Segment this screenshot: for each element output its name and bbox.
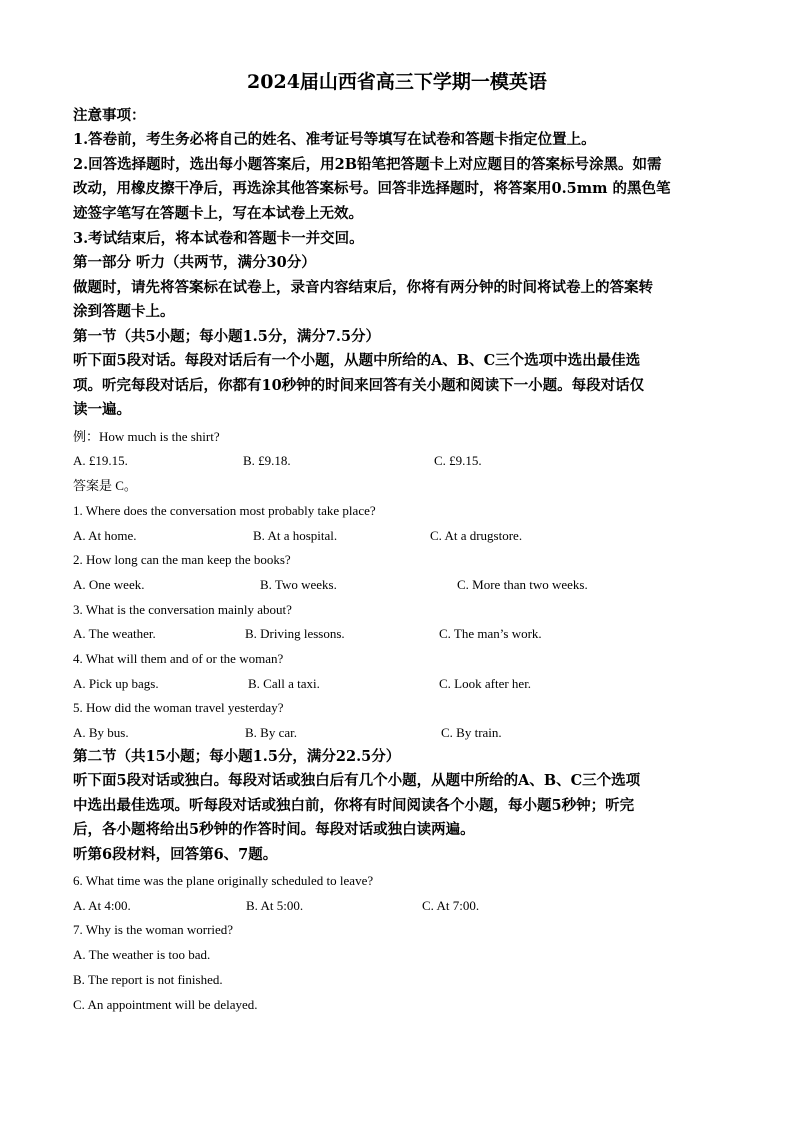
question-5: 5. How did the woman travel yesterday? xyxy=(73,700,284,715)
q5-option-a: A. By bus. xyxy=(73,725,129,740)
q4-option-a: A. Pick up bags. xyxy=(73,676,159,691)
question-7: 7. Why is the woman worried? xyxy=(73,922,234,937)
q4-option-b: B. Call a taxi. xyxy=(248,676,320,691)
notice-item: 迹签字笔写在答题卡上，写在本试卷上无效。 xyxy=(73,205,363,222)
q6-option-b: B. At 5:00. xyxy=(246,898,304,913)
question-1: 1. Where does the conversation most probably take place? xyxy=(73,503,376,518)
material-heading: 听第6段材料，回答第6、7题。 xyxy=(73,846,278,863)
question-4: 4. What will them and of or the woman? xyxy=(73,651,284,666)
example-option-c: C. £9.15. xyxy=(434,453,482,468)
page-title: 2024届山西省高三下学期一模英语 xyxy=(247,71,547,93)
q6-option-c: C. At 7:00. xyxy=(422,898,480,913)
notice-item: 1.答卷前，考生务必将自己的姓名、准考证号等填写在试卷和答题卡指定位置上。 xyxy=(73,131,596,148)
q3-option-c: C. The man’s work. xyxy=(439,626,542,641)
q2-option-b: B. Two weeks. xyxy=(260,577,337,592)
section1-intro: 项。听完每段对话后，你都有10秒钟的时间来回答有关小题和阅读下一小题。每段对话仅 xyxy=(73,377,645,394)
part1-intro: 做题时，请先将答案标在试卷上，录音内容结束后，你将有两分钟的时间将试卷上的答案转 xyxy=(73,279,653,296)
q3-option-a: A. The weather. xyxy=(73,626,156,641)
example-answer: 答案是 C。 xyxy=(73,478,137,493)
q1-option-b: B. At a hospital. xyxy=(253,528,338,543)
notice-heading: 注意事项： xyxy=(73,107,146,124)
q4-option-c: C. Look after her. xyxy=(439,676,532,691)
section1-intro: 读一遍。 xyxy=(73,401,131,418)
question-3: 3. What is the conversation mainly about? xyxy=(73,602,292,617)
q2-option-c: C. More than two weeks. xyxy=(457,577,588,592)
question-6: 6. What time was the plane originally scheduled to leave? xyxy=(73,873,374,888)
example-question: 例：How much is the shirt? xyxy=(73,429,220,444)
q5-option-b: B. By car. xyxy=(245,725,297,740)
part1-intro: 涂到答题卡上。 xyxy=(73,303,175,320)
q7-option-a: A. The weather is too bad. xyxy=(73,947,211,962)
section2-intro: 后，各小题将给出5秒钟的作答时间。每段对话或独白读两遍。 xyxy=(73,821,475,838)
q7-option-b: B. The report is not finished. xyxy=(73,972,223,987)
notice-item: 改动，用橡皮擦干净后，再选涂其他答案标号。回答非选择题时，将答案用0.5mm 的黑色笔 xyxy=(73,180,671,197)
q1-option-a: A. At home. xyxy=(73,528,137,543)
notice-item: 2.回答选择题时，选出每小题答案后，用2B铅笔把答题卡上对应题目的答案标号涂黑。如需 xyxy=(73,156,662,173)
question-2: 2. How long can the man keep the books? xyxy=(73,552,291,567)
section2-intro: 听下面5段对话或独白。每段对话或独白后有几个小题，从题中所给的A、B、C三个选项 xyxy=(73,772,641,789)
q5-option-c: C. By train. xyxy=(441,725,502,740)
example-option-a: A. £19.15. xyxy=(73,453,128,468)
part1-heading: 第一部分 听力（共两节，满分30分） xyxy=(73,254,316,271)
example-option-b: B. £9.18. xyxy=(243,453,291,468)
notice-item: 3.考试结束后，将本试卷和答题卡一并交回。 xyxy=(73,230,364,247)
q6-option-a: A. At 4:00. xyxy=(73,898,131,913)
section1-intro: 听下面5段对话。每段对话后有一个小题，从题中所给的A、B、C三个选项中选出最佳选 xyxy=(73,352,641,369)
section1-heading: 第一节（共5小题；每小题1.5分，满分7.5分） xyxy=(73,328,381,345)
q7-option-c: C. An appointment will be delayed. xyxy=(73,997,258,1012)
q1-option-c: C. At a drugstore. xyxy=(430,528,523,543)
q2-option-a: A. One week. xyxy=(73,577,145,592)
q3-option-b: B. Driving lessons. xyxy=(245,626,345,641)
section2-heading: 第二节（共15小题；每小题1.5分，满分22.5分） xyxy=(73,748,401,765)
section2-intro: 中选出最佳选项。听每段对话或独白前，你将有时间阅读各个小题，每小题5秒钟；听完 xyxy=(73,797,635,814)
